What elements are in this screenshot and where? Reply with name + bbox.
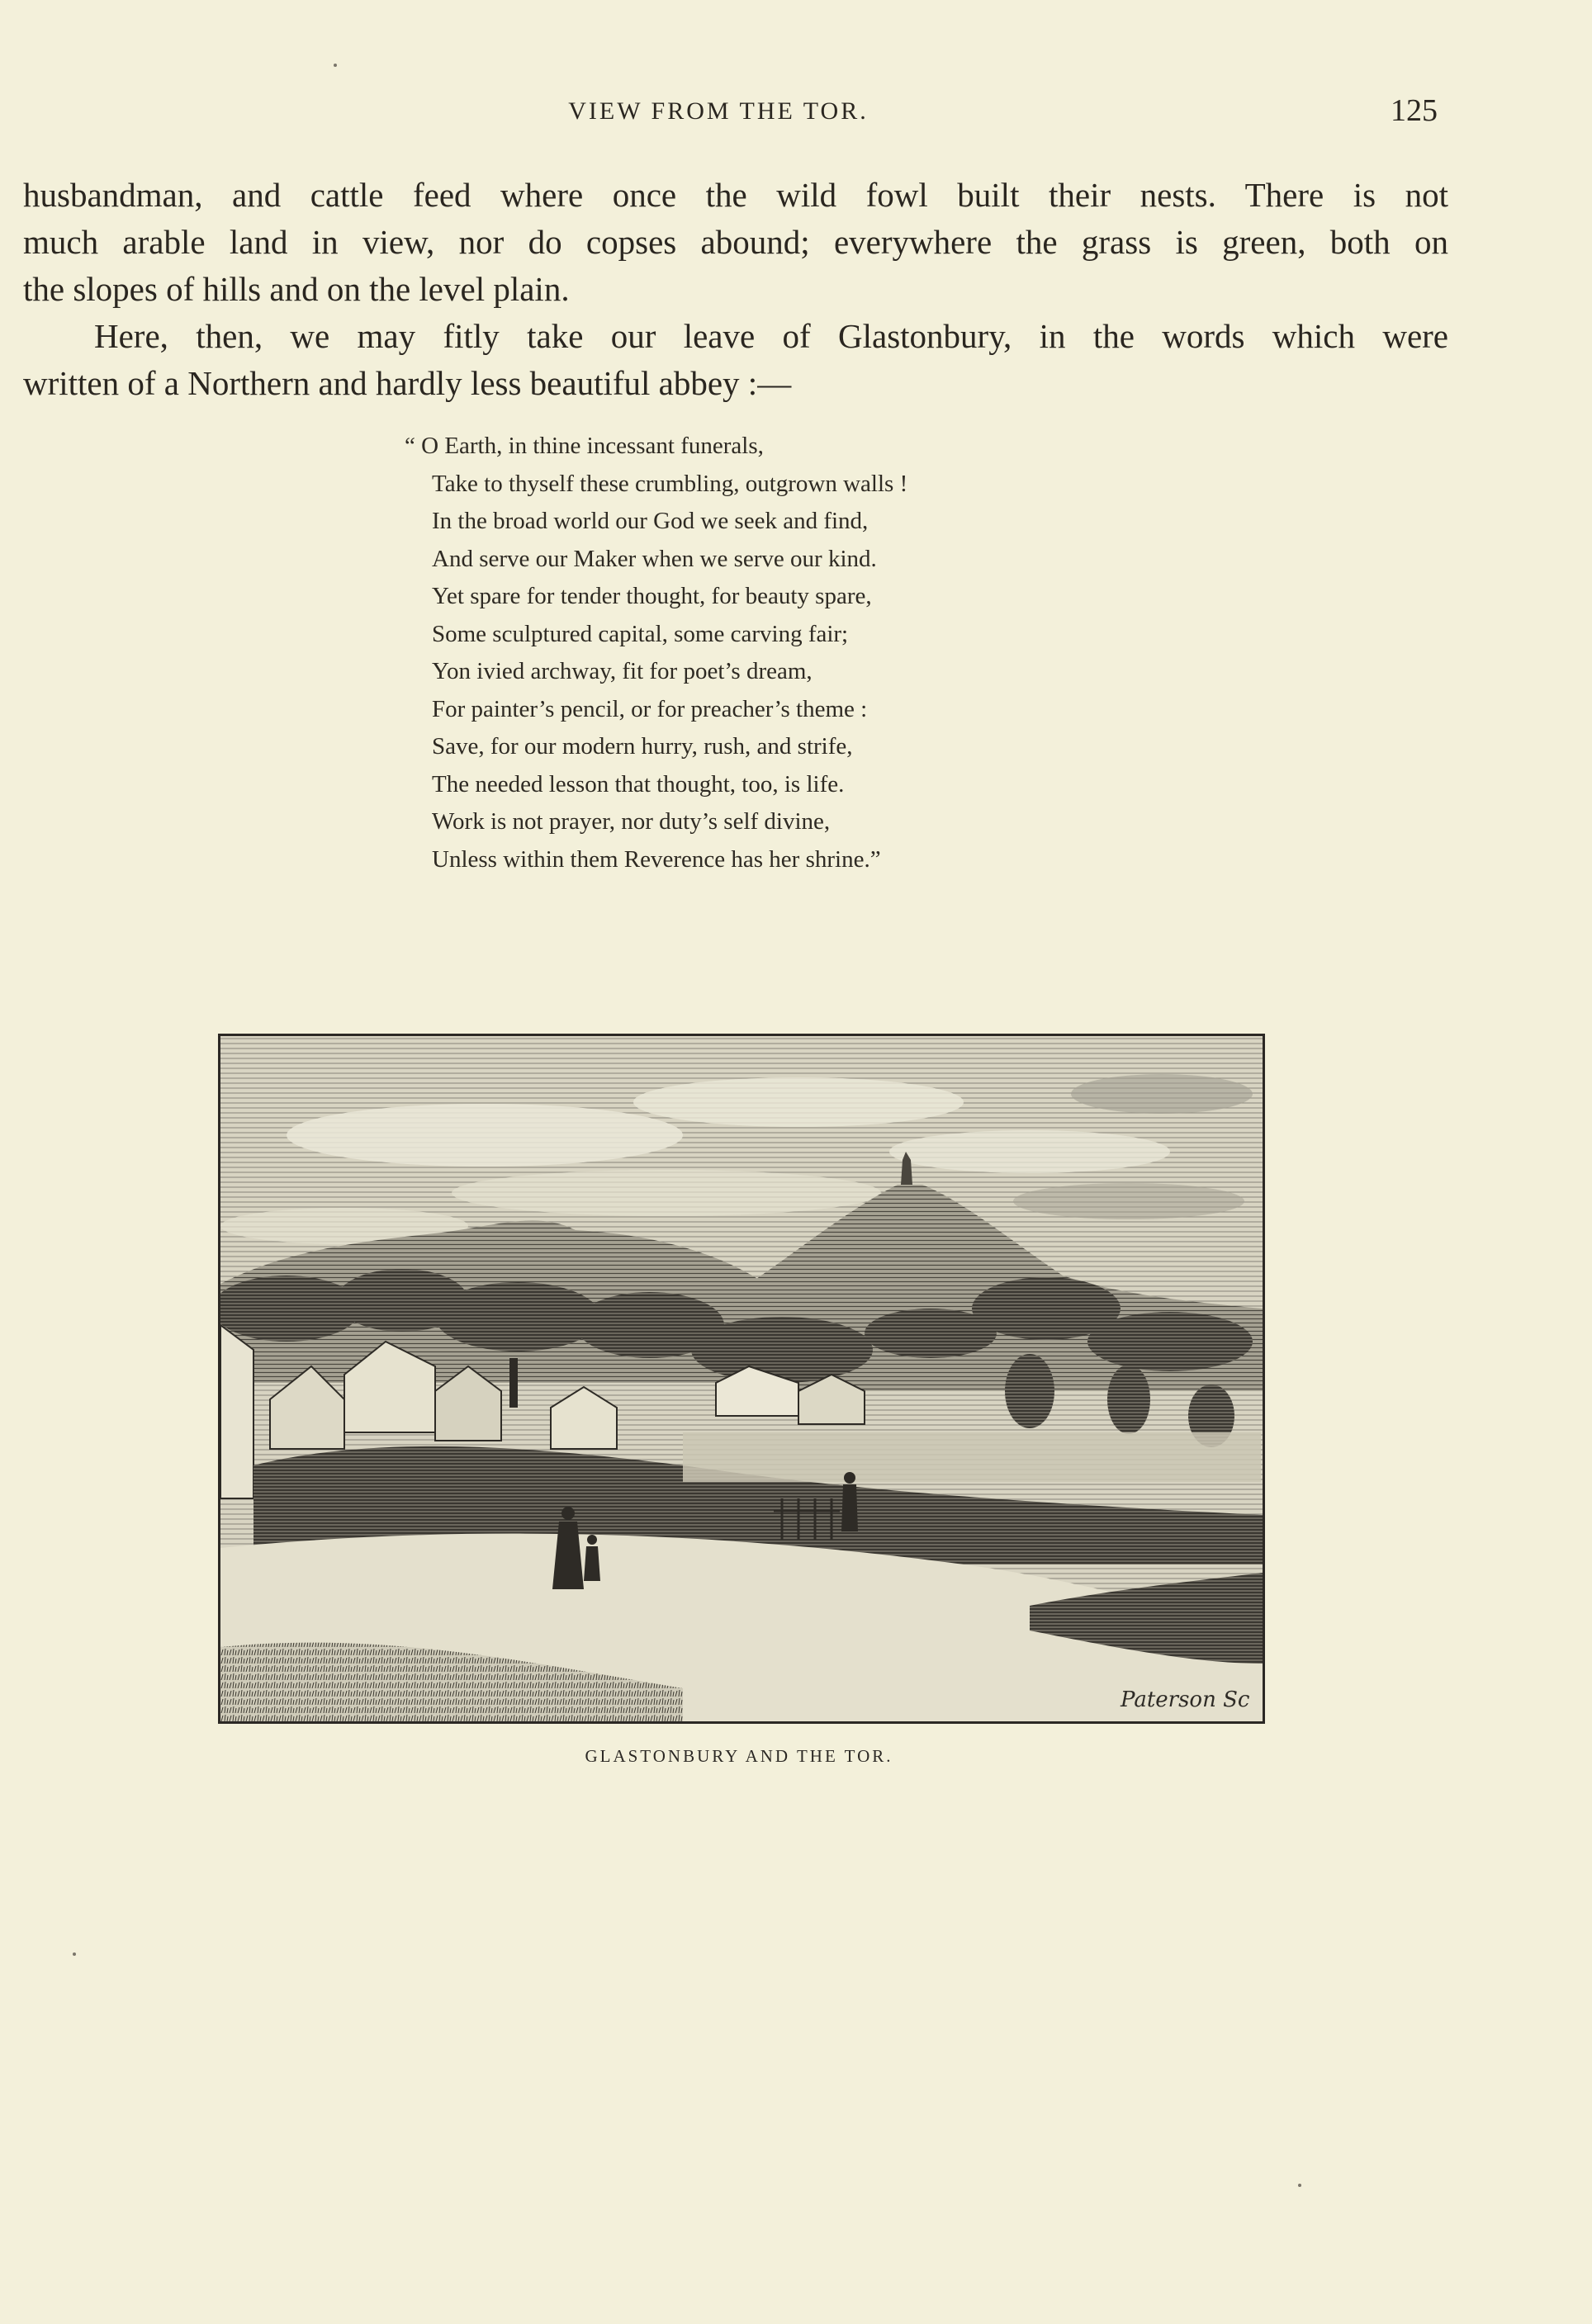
engraver-signature: Paterson Sc — [1121, 1687, 1250, 1712]
paper-speck — [73, 1952, 76, 1956]
poem-line: The needed lesson that thought, too, is life. — [432, 770, 845, 798]
poem-quotation — [405, 428, 907, 878]
poem-line: Work is not prayer, nor duty’s self divine, — [432, 808, 831, 835]
poem-line: “ O Earth, in thine incessant funerals, — [405, 433, 764, 459]
text-line: husbandman, and cattle feed where once the wild fowl built their nests. There is not — [23, 176, 1448, 214]
page-number: 125 — [1391, 93, 1438, 128]
poem-line: Unless within them Reverence has her shrine.” — [432, 845, 881, 873]
field — [683, 1432, 1261, 1482]
body-text — [23, 172, 1448, 407]
text-line: much arable land in view, nor do copses abound; everywhere the grass is green, both on — [23, 223, 1448, 261]
text-line: the slopes of hills and on the level plain. — [23, 270, 570, 308]
paper-speck — [334, 64, 337, 67]
poem-line: Save, for our modern hurry, rush, and strife, — [432, 733, 853, 760]
poem-line: Yet spare for tender thought, for beauty spare, — [432, 583, 872, 609]
poem-line: For painter’s pencil, or for preacher’s theme : — [432, 695, 868, 722]
figure-caption: GLASTONBURY AND THE TOR. — [585, 1746, 893, 1766]
engraving-illustration — [218, 1034, 1265, 1724]
paper-speck — [1298, 2184, 1301, 2187]
poem-line: Some sculptured capital, some carving fair; — [432, 620, 849, 647]
running-head — [0, 92, 1592, 134]
poem-line: And serve our Maker when we serve our kind. — [432, 545, 877, 572]
poem-line: Yon ivied archway, fit for poet’s dream, — [432, 658, 813, 684]
text-line: written of a Northern and hardly less beautiful abbey :— — [23, 364, 792, 402]
text-line: Here, then, we may fitly take our leave of Glastonbury, in the words which were — [94, 317, 1448, 355]
poem-line: In the broad world our God we seek and find, — [432, 508, 869, 534]
running-title: VIEW FROM THE TOR. — [568, 97, 869, 125]
poem-line: Take to thyself these crumbling, outgrown walls ! — [432, 470, 908, 497]
engraving-artwork — [220, 1036, 1263, 1721]
